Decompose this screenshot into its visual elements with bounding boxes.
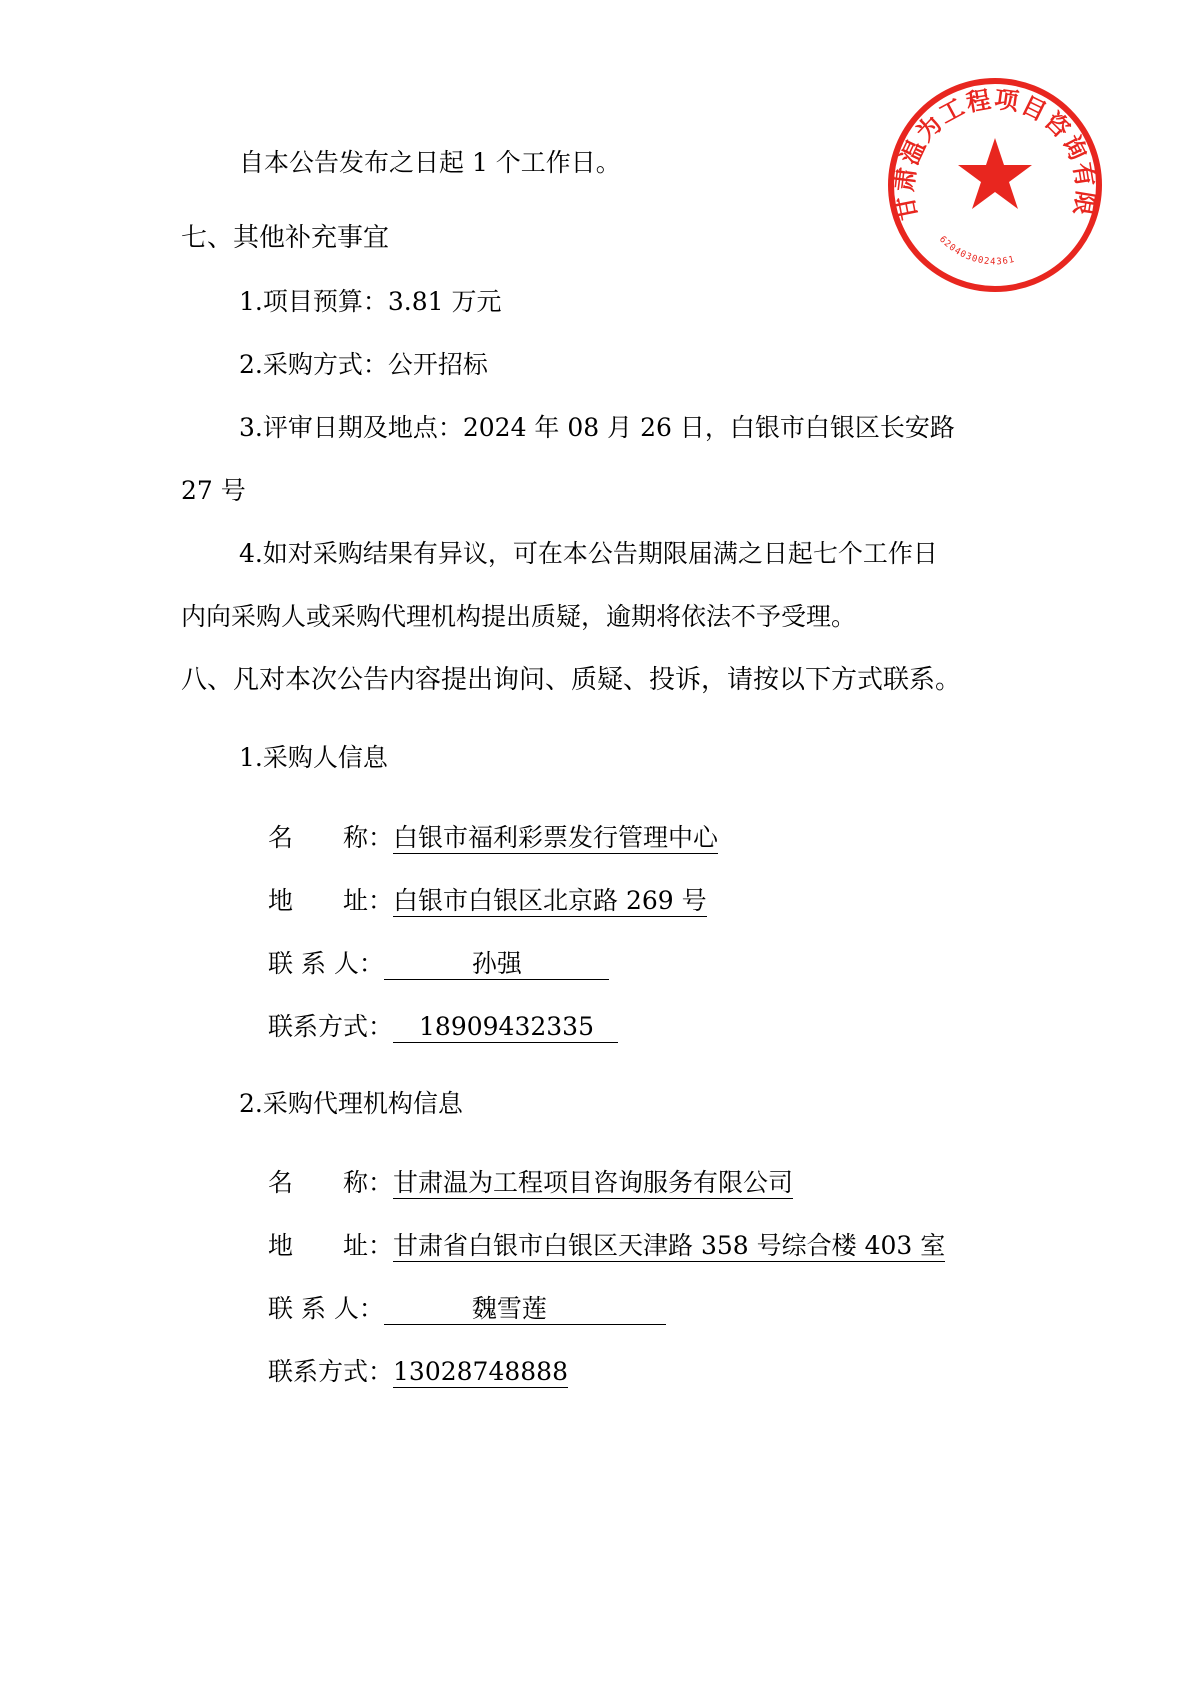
agency-phone-label: 联系方式： — [268, 1357, 394, 1386]
buyer-name: 白银市福利彩票发行管理中心 — [393, 823, 719, 852]
buyer-contact: 孙强 — [471, 949, 522, 978]
agency-contact-label: 联 系 人： — [268, 1294, 384, 1323]
agency-name-label: 名 称： — [268, 1168, 394, 1197]
agency-name-row — [268, 1170, 793, 1199]
seal-star-icon — [958, 138, 1032, 209]
company-seal — [880, 70, 1110, 300]
agency-contact-row — [268, 1296, 666, 1325]
agency-title: 2.采购代理机构信息 — [239, 1089, 463, 1118]
budget-item: 1.项目预算：3.81 万元 — [239, 287, 502, 316]
buyer-contact-row — [268, 951, 609, 980]
review-date-item-cont: 27 号 — [181, 476, 246, 505]
buyer-title: 1.采购人信息 — [239, 743, 388, 772]
section8-heading: 八、凡对本次公告内容提出询问、质疑、投诉，请按以下方式联系。 — [181, 665, 962, 695]
buyer-address: 白银市白银区北京路 269 号 — [393, 886, 707, 915]
seal-text: 甘肃温为工程项目咨询有限 — [890, 85, 1100, 223]
objection-item: 4.如对采购结果有异议，可在本公告期限届满之日起七个工作日 — [239, 539, 938, 568]
agency-phone: 13028748888 — [393, 1357, 568, 1386]
review-date-item: 3.评审日期及地点：2024 年 08 月 26 日，白银市白银区长安路 — [239, 413, 955, 442]
buyer-phone-label: 联系方式： — [268, 1012, 394, 1041]
section7-heading: 七、其他补充事宜 — [181, 223, 390, 253]
buyer-address-label: 地 址： — [268, 886, 394, 915]
agency-address-row — [268, 1233, 945, 1262]
procurement-method-item: 2.采购方式：公开招标 — [239, 350, 488, 379]
agency-contact: 魏雪莲 — [471, 1294, 547, 1323]
buyer-address-row — [268, 888, 707, 917]
agency-address: 甘肃省白银市白银区天津路 358 号综合楼 403 室 — [393, 1231, 946, 1260]
buyer-phone-row — [268, 1014, 618, 1043]
seal-code: 6204030024361 — [937, 234, 1017, 268]
agency-address-label: 地 址： — [268, 1231, 394, 1260]
buyer-contact-label: 联 系 人： — [268, 949, 384, 978]
buyer-phone: 18909432335 — [419, 1012, 594, 1041]
objection-item-cont: 内向采购人或采购代理机构提出质疑，逾期将依法不予受理。 — [181, 602, 857, 631]
buyer-name-row — [268, 825, 718, 854]
svg-text:甘肃温为工程项目咨询有限公司 — [880, 70, 1100, 223]
agency-name: 甘肃温为工程项目咨询服务有限公司 — [393, 1168, 794, 1197]
top-line: 自本公告发布之日起 1 个工作日。 — [239, 148, 621, 177]
buyer-name-label: 名 称： — [268, 823, 394, 852]
svg-text:6204030024361 — [937, 235, 1016, 268]
agency-phone-row — [268, 1359, 568, 1388]
